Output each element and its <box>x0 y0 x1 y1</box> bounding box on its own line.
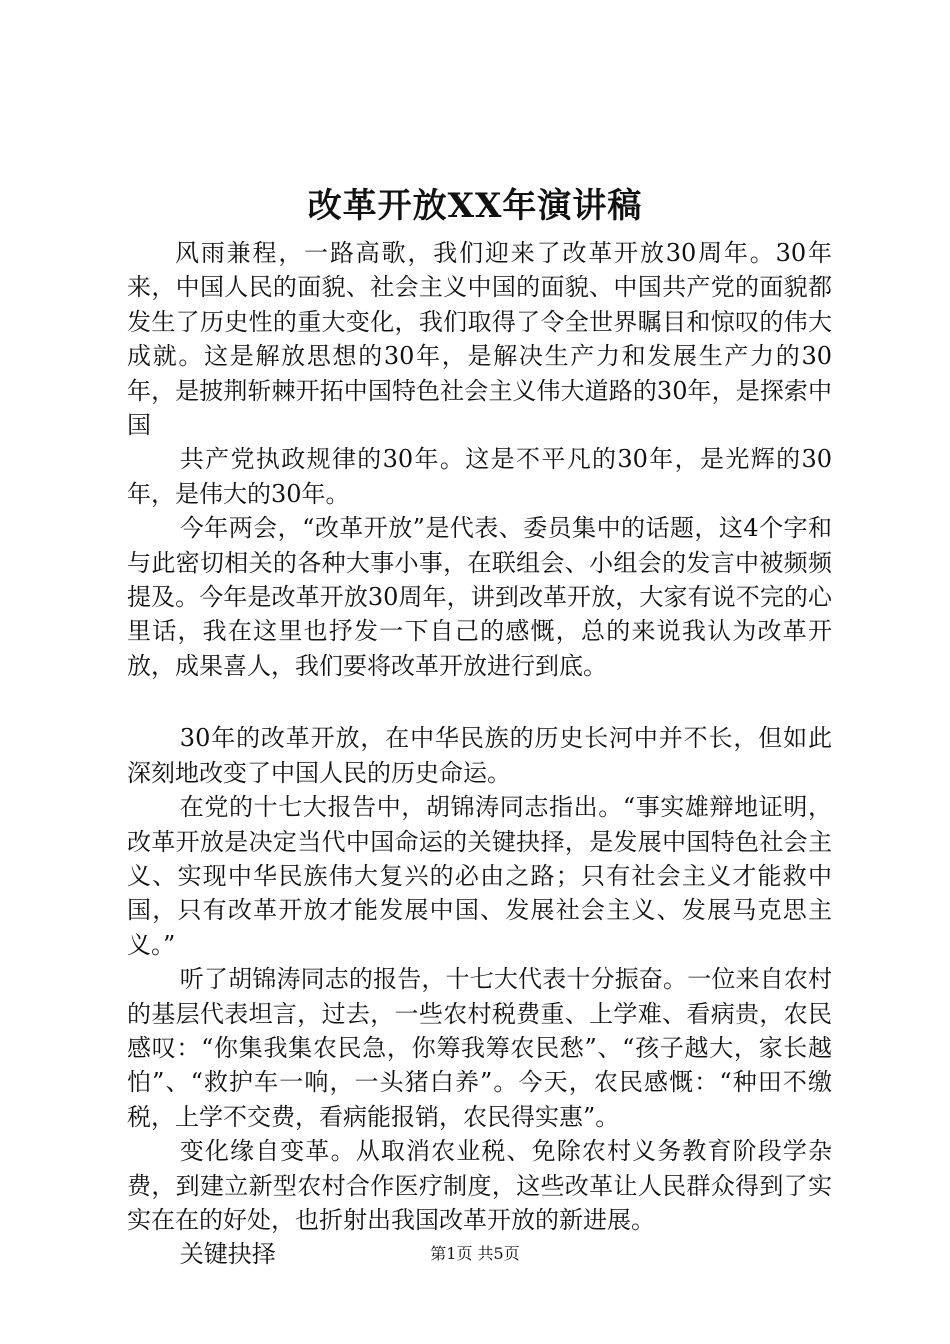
section-heading: 关键抉择 <box>179 1240 276 1269</box>
paragraph-5: 在党的十七大报告中，胡锦涛同志指出。“事实雄辩地证明，改革开放是决定当代中国命运的关键抉择，是发展中国特色社会主义、实现中华民族伟大复兴的必由之路；只有社会主义才能救中国，只有改革开放才能发展中国、发展社会主义、发展马克思主义。” <box>127 793 832 959</box>
document-body <box>127 236 832 1272</box>
document-title: 改革开放XX年演讲稿 <box>307 186 643 226</box>
paragraph-1: 风雨兼程，一路高歌，我们迎来了改革开放30周年。30年来，中国人民的面貌、社会主义中国的面貌、中国共产党的面貌都发生了历史性的重大变化，我们取得了令全世界瞩目和惊叹的伟大成就。这是解放思想的30年，是解决生产力和发展生产力的30年，是披荆斩棘开拓中国特色社会主义伟大道路的30年，是探索中国 <box>127 239 832 440</box>
paragraph-2: 共产党执政规律的30年。这是不平凡的30年，是光辉的30年，是伟大的30年。 <box>127 445 832 508</box>
page-number-footer: 第1页 共5页 <box>430 1244 520 1263</box>
paragraph-3: 今年两会，“改革开放”是代表、委员集中的话题，这4个字和与此密切相关的各种大事小事，在联组会、小组会的发言中被频频提及。今年是改革开放30周年，讲到改革开放，大家有说不完的心里话，我在这里也抒发一下自己的感慨，总的来说我认为改革开放，成果喜人，我们要将改革开放进行到底。 <box>127 514 832 680</box>
paragraph-4: 30年的改革开放，在中华民族的历史长河中并不长，但如此深刻地改变了中国人民的历史命运。 <box>127 724 832 787</box>
paragraph-7: 变化缘自变革。从取消农业税、免除农村义务教育阶段学杂费，到建立新型农村合作医疗制度，这些改革让人民群众得到了实实在在的好处，也折射出我国改革开放的新进展。 <box>127 1137 832 1234</box>
paragraph-6: 听了胡锦涛同志的报告，十七大代表十分振奋。一位来自农村的基层代表坦言，过去，一些农村税费重、上学难、看病贵，农民感叹：“你集我集农民急，你筹我筹农民愁”、“孩子越大，家长越怕”、“救护车一响，一头猪白养”。今天，农民感慨：“种田不缴税，上学不交费，看病能报销，农民得实惠”。 <box>127 965 832 1131</box>
